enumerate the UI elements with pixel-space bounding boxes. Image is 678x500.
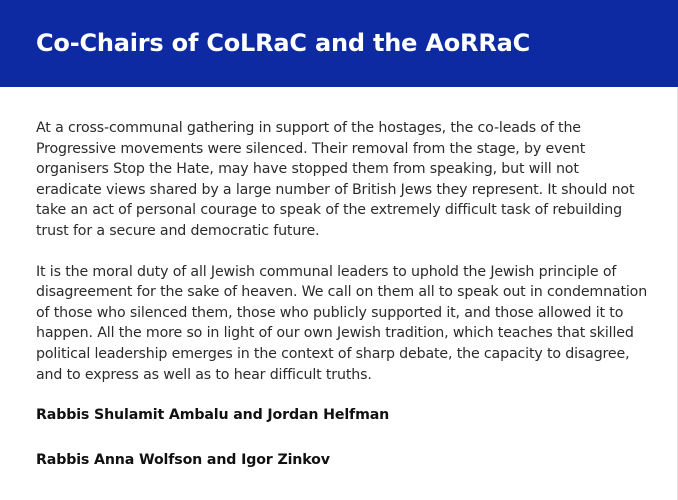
header-banner bbox=[0, 0, 678, 87]
signature-ambalu-helfman: Rabbis Shulamit Ambalu and Jordan Helfman bbox=[36, 407, 390, 424]
signature-wolfson-zinkov: Rabbis Anna Wolfson and Igor Zinkov bbox=[36, 452, 330, 469]
statement-body bbox=[36, 118, 648, 495]
paragraph-moral-duty: It is the moral duty of all Jewish communal leaders to uphold the Jewish principle of disagreement for the sake of heaven. We call on them all to speak out in condemnation of those who silenced them, those who publicly supported it, and those allowed it to happen. All the more so in light of our own Jewish tradition, which teaches that skilled political leadership emerges in the context of sharp debate, the capacity to disagree, and to express as well as to hear difficult truths. bbox=[36, 263, 648, 383]
paragraph-hostages-gathering: At a cross-communal gathering in support of the hostages, the co-leads of the Progressive movements were silenced. Their removal from the stage, by event organisers Stop the Hate, may have stopped them from speaking, but will not eradicate views shared by a large number of British Jews they represent. It should not take an act of personal courage to speak of the extremely difficult task of rebuilding trust for a secure and democratic future. bbox=[36, 120, 635, 239]
page-title: Co-Chairs of CoLRaC and the AoRRaC bbox=[36, 29, 531, 57]
